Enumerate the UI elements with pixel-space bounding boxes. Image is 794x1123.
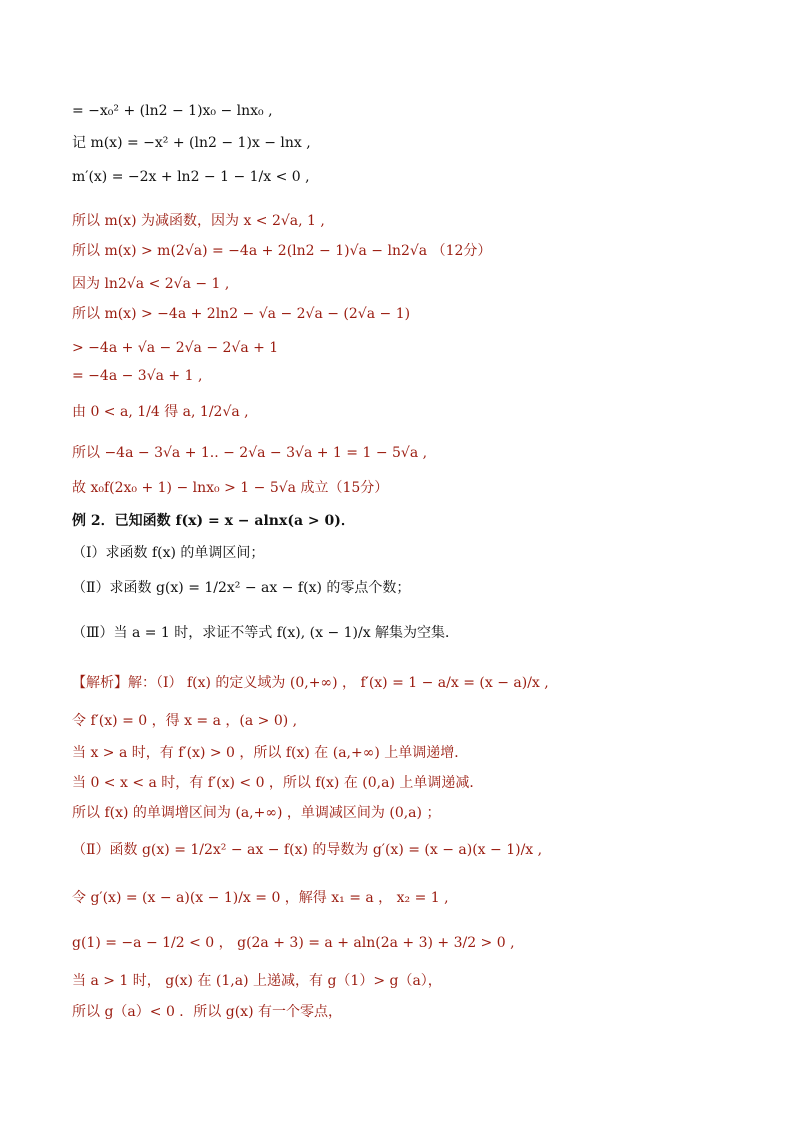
analysis-line-8: g(1) = −a − 1/2 < 0 ， g(2a + 3) = a + aln(2a + 3) + 3/2 > 0 ,: [72, 935, 515, 951]
example-2-title: 例 2．已知函数 f(x) = x − alnx(a > 0)．: [72, 513, 355, 529]
analysis-line-9: 当 a > 1 时， g(x) 在 (1,a) 上递减，有 g（1）> g（a），: [72, 973, 442, 989]
question-3: （Ⅲ）当 a = 1 时，求证不等式 f(x), (x − 1)/x 解集为空集．: [72, 625, 460, 641]
analysis-line-7: 令 g′(x) = (x − a)(x − 1)/x = 0 ，解得 x₁ = a ， x₂ = 1 ,: [72, 890, 449, 906]
question-2: （Ⅱ）求函数 g(x) = 1/2x² − ax − f(x) 的零点个数；: [72, 580, 411, 596]
analysis-line-4: 当 0 < x < a 时，有 f′(x) < 0 ，所以 f(x) 在 (0,a) 上单调递减．: [72, 775, 484, 791]
define-m-line: 记 m(x) = −x² + (ln2 − 1)x − lnx ,: [72, 135, 311, 151]
inequality-12pts-line: 所以 m(x) > m(2√a) = −4a + 2(ln2 − 1)√a − ln2√a （12分）: [72, 243, 492, 259]
m-derivative-line: m′(x) = −2x + ln2 − 1 − 1/x < 0 ,: [72, 169, 310, 185]
conclusion-15pts-line: 故 x₀f(2x₀ + 1) − lnx₀ > 1 − 5√a 成立（15分）: [72, 480, 389, 496]
decreasing-line: 所以 m(x) 为减函数，因为 x < 2√a, 1 ,: [72, 213, 325, 229]
analysis-line-2: 令 f′(x) = 0 ，得 x = a ，(a > 0) ,: [72, 713, 298, 729]
analysis-line-6: （Ⅱ）函数 g(x) = 1/2x² − ax − f(x) 的导数为 g′(x) = (x − a)(x − 1)/x ,: [72, 842, 543, 858]
analysis-line-1: 【解析】解：（Ⅰ） f(x) 的定义域为 (0,+∞) ， f′(x) = 1 − a/x = (x − a)/x ,: [72, 675, 549, 691]
equals-line: = −4a − 3√a + 1 ,: [72, 368, 203, 384]
therefore-line: 所以 m(x) > −4a + 2ln2 − √a − 2√a − (2√a − 1): [72, 306, 411, 322]
analysis-line-3: 当 x > a 时，有 f′(x) > 0 ，所以 f(x) 在 (a,+∞) 上单调递增．: [72, 745, 469, 761]
from-line: 由 0 < a, 1/4 得 a, 1/2√a ,: [72, 404, 249, 420]
greater-line: > −4a + √a − 2√a − 2√a + 1: [72, 340, 279, 356]
because-line: 因为 ln2√a < 2√a − 1 ,: [72, 276, 230, 292]
derivation-line-1: = −x₀² + (ln2 − 1)x₀ − lnx₀ ,: [72, 103, 273, 119]
analysis-line-5: 所以 f(x) 的单调增区间为 (a,+∞) ，单调减区间为 (0,a) ；: [72, 805, 441, 821]
question-1: （Ⅰ）求函数 f(x) 的单调区间；: [72, 545, 265, 561]
therefore-bound-line: 所以 −4a − 3√a + 1.. − 2√a − 3√a + 1 = 1 − 5√a ,: [72, 445, 428, 461]
analysis-line-10: 所以 g（a）< 0 ．所以 g(x) 有一个零点，: [72, 1004, 342, 1020]
